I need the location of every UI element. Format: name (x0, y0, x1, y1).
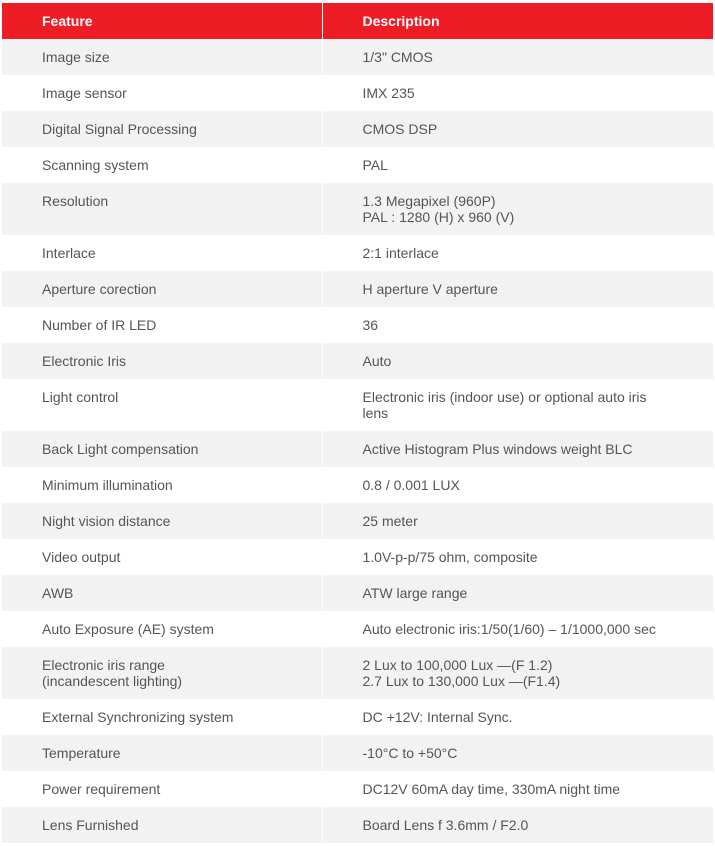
table-row (2, 75, 713, 111)
feature-text: Electronic Iris (42, 353, 127, 369)
spec-table (2, 3, 713, 843)
feature-cell (2, 539, 322, 575)
feature-text: Light control (42, 389, 119, 405)
feature-cell (2, 39, 322, 75)
feature-cell (2, 735, 322, 771)
feature-text: (incandescent lighting) (42, 673, 183, 689)
description-text: IMX 235 (362, 85, 415, 101)
table-row (2, 111, 713, 147)
feature-cell (2, 75, 322, 111)
description-text: Board Lens f 3.6mm / F2.0 (362, 817, 529, 833)
table-row (2, 39, 713, 75)
feature-text: Aperture corection (42, 281, 157, 297)
spec-table-body (2, 39, 713, 843)
feature-text: External Synchronizing system (42, 709, 234, 725)
feature-cell (2, 343, 322, 379)
table-row (2, 271, 713, 307)
feature-cell (2, 575, 322, 611)
feature-text: Lens Furnished (42, 817, 139, 833)
feature-cell (2, 235, 322, 271)
description-text: 2:1 interlace (362, 245, 439, 261)
description-text: Auto (362, 353, 392, 369)
table-row (2, 183, 713, 235)
description-cell (322, 699, 713, 735)
description-cell (322, 235, 713, 271)
description-cell (322, 503, 713, 539)
feature-cell (2, 379, 322, 431)
description-cell (322, 271, 713, 307)
description-cell (322, 807, 713, 843)
table-row (2, 503, 713, 539)
description-cell (322, 379, 713, 431)
feature-text: Temperature (42, 745, 121, 761)
description-cell (322, 39, 713, 75)
table-row (2, 575, 713, 611)
description-text: PAL : 1280 (H) x 960 (V) (362, 209, 515, 225)
description-text: 1/3" CMOS (362, 49, 433, 65)
description-text: 25 meter (362, 513, 418, 529)
feature-text: Digital Signal Processing (42, 121, 197, 137)
table-row (2, 343, 713, 379)
table-row (2, 431, 713, 467)
description-text: 2.7 Lux to 130,000 Lux —(F1.4) (362, 673, 561, 689)
table-row (2, 467, 713, 503)
description-cell (322, 467, 713, 503)
description-text: 1.3 Megapixel (960P) (362, 193, 496, 209)
feature-column-header: Feature (2, 3, 322, 39)
description-text: 36 (362, 317, 379, 333)
feature-cell (2, 699, 322, 735)
feature-text: Video output (42, 549, 121, 565)
feature-text: Image size (42, 49, 110, 65)
description-cell (322, 735, 713, 771)
feature-text: Electronic iris range (42, 657, 165, 673)
description-text: DC12V 60mA day time, 330mA night time (362, 781, 621, 797)
description-text: CMOS DSP (362, 121, 438, 137)
description-text: H aperture V aperture (362, 281, 498, 297)
description-cell (322, 111, 713, 147)
description-text: Active Histogram Plus windows weight BLC (362, 441, 633, 457)
table-row (2, 235, 713, 271)
feature-text: Power requirement (42, 781, 161, 797)
feature-text: Minimum illumination (42, 477, 173, 493)
description-cell (322, 611, 713, 647)
table-row (2, 771, 713, 807)
description-text: Electronic iris (indoor use) or optional auto iris lens (362, 389, 647, 421)
description-text: 1.0V-p-p/75 ohm, composite (362, 549, 538, 565)
feature-cell (2, 147, 322, 183)
table-row (2, 699, 713, 735)
description-cell (322, 647, 713, 699)
table-row (2, 611, 713, 647)
description-cell (322, 147, 713, 183)
description-cell (322, 75, 713, 111)
feature-text: AWB (42, 585, 74, 601)
feature-text: Image sensor (42, 85, 127, 101)
feature-cell (2, 503, 322, 539)
table-row (2, 647, 713, 699)
table-row (2, 147, 713, 183)
description-cell (322, 539, 713, 575)
description-text: -10°C to +50°C (362, 745, 458, 761)
table-row (2, 307, 713, 343)
description-text: PAL (362, 157, 388, 173)
feature-cell (2, 771, 322, 807)
feature-cell (2, 307, 322, 343)
feature-text: Night vision distance (42, 513, 171, 529)
feature-text: Scanning system (42, 157, 149, 173)
description-text: 0.8 / 0.001 LUX (362, 477, 460, 493)
description-cell (322, 431, 713, 467)
table-row (2, 735, 713, 771)
feature-text: Interlace (42, 245, 96, 261)
description-cell (322, 771, 713, 807)
feature-cell (2, 467, 322, 503)
feature-cell (2, 271, 322, 307)
description-cell (322, 343, 713, 379)
feature-cell (2, 431, 322, 467)
feature-text: Back Light compensation (42, 441, 199, 457)
description-text: ATW large range (362, 585, 468, 601)
feature-cell (2, 807, 322, 843)
description-cell (322, 307, 713, 343)
spec-table-header (2, 3, 713, 39)
description-text: 2 Lux to 100,000 Lux —(F 1.2) (362, 657, 553, 673)
description-column-header: Description (322, 3, 713, 39)
feature-text: Resolution (42, 193, 109, 209)
description-text: DC +12V: Internal Sync. (362, 709, 513, 725)
table-row (2, 807, 713, 843)
description-cell (322, 575, 713, 611)
table-row (2, 539, 713, 575)
feature-text: Auto Exposure (AE) system (42, 621, 214, 637)
feature-cell (2, 647, 322, 699)
description-text: Auto electronic iris:1/50(1/60) – 1/1000,000 sec (362, 621, 656, 637)
description-cell (322, 183, 713, 235)
feature-text: Number of IR LED (42, 317, 157, 333)
table-row (2, 379, 713, 431)
feature-cell (2, 111, 322, 147)
feature-cell (2, 611, 322, 647)
feature-cell (2, 183, 322, 235)
header-row (2, 3, 713, 39)
